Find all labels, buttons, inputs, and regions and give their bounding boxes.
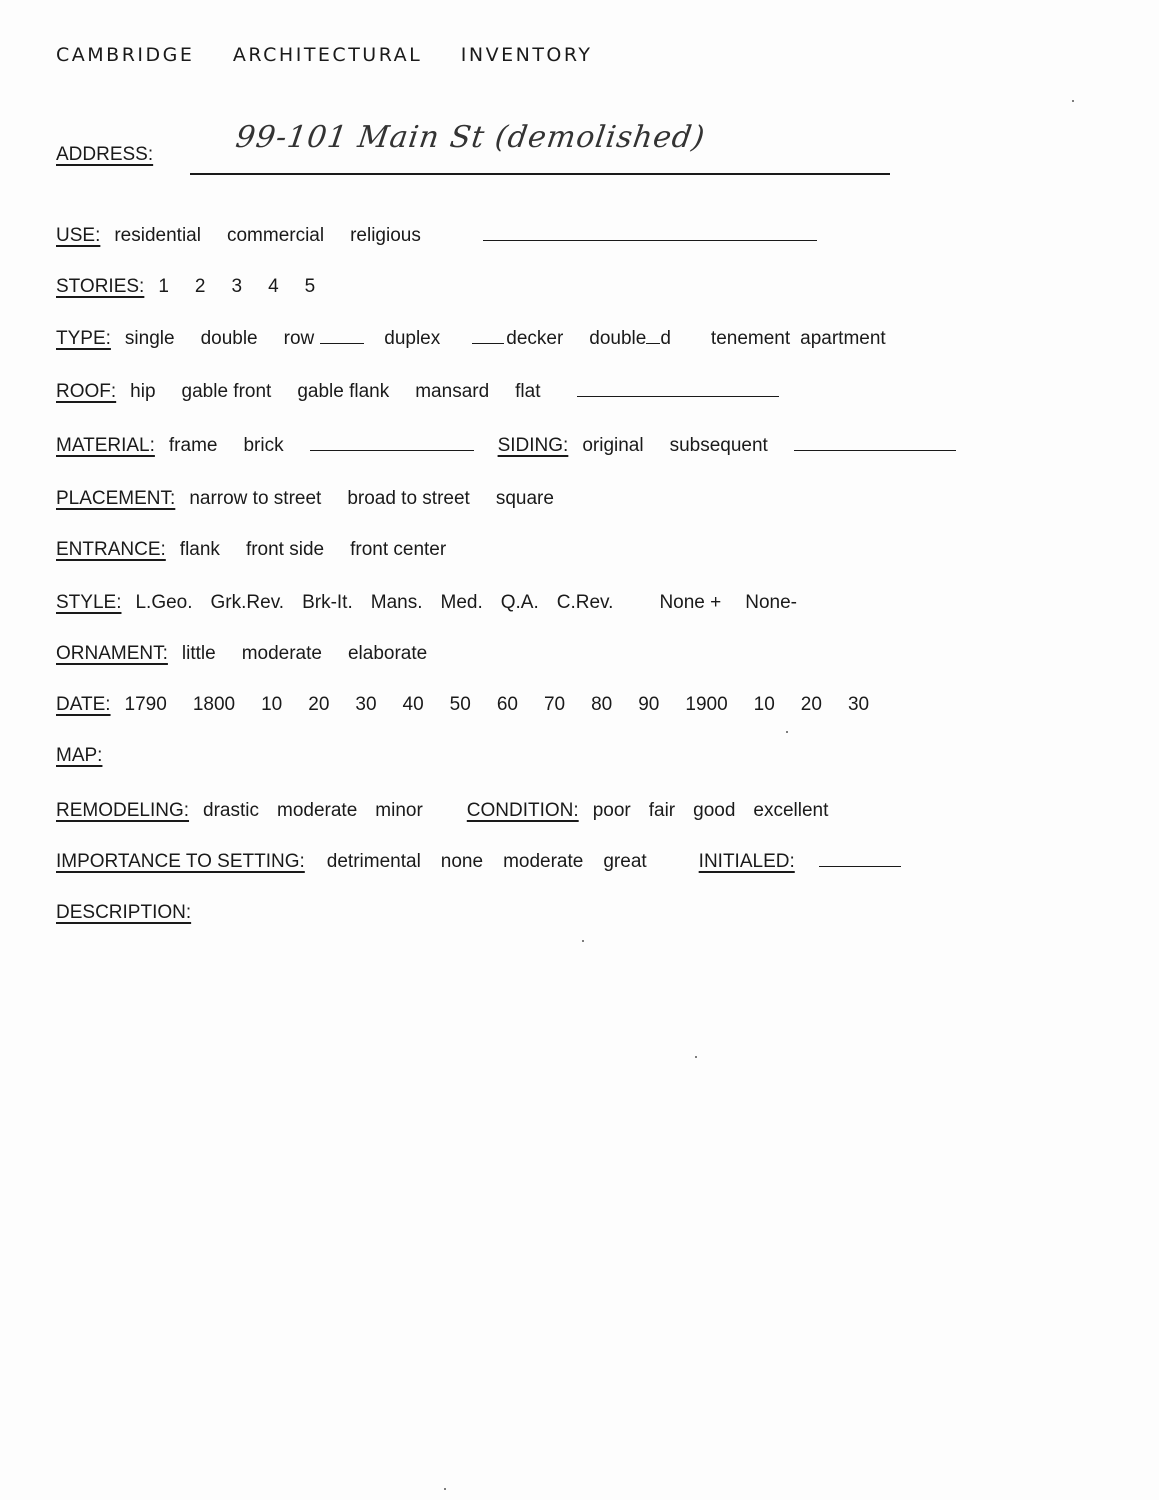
- stories-option: 5: [304, 276, 316, 297]
- style-option: C.Rev.: [556, 592, 614, 613]
- type-double-blank: [646, 342, 660, 344]
- type-option: apartment: [800, 328, 886, 349]
- roof-row: [56, 381, 799, 403]
- date-option: 40: [402, 694, 424, 715]
- roof-option: flat: [515, 381, 541, 402]
- material-label: MATERIAL:: [56, 435, 155, 456]
- use-option: religious: [350, 225, 421, 246]
- title-word: ARCHITECTURAL: [232, 44, 423, 66]
- stories-label: STORIES:: [56, 276, 145, 297]
- type-option: double: [589, 328, 647, 349]
- type-label: TYPE:: [56, 328, 111, 349]
- style-option: Med.: [440, 592, 483, 613]
- style-option: Grk.Rev.: [210, 592, 285, 613]
- condition-option: good: [693, 800, 736, 821]
- style-row: [56, 592, 823, 614]
- description-label: DESCRIPTION:: [56, 902, 192, 923]
- title-word: INVENTORY: [460, 44, 593, 66]
- importance-option: detrimental: [326, 851, 421, 872]
- scan-speck: [582, 940, 584, 942]
- material-option: brick: [243, 435, 284, 456]
- stories-row: [56, 276, 341, 298]
- type-option: single: [124, 328, 175, 349]
- entrance-option: front side: [245, 539, 325, 560]
- remodeling-option: minor: [375, 800, 423, 821]
- date-option: 1900: [685, 694, 728, 715]
- material-siding-row: [56, 435, 976, 457]
- date-option: 1790: [124, 694, 167, 715]
- initialed-blank: [819, 865, 901, 867]
- style-option: None +: [659, 592, 722, 613]
- map-row: [56, 745, 116, 767]
- scan-speck: [786, 731, 788, 733]
- placement-option: square: [495, 488, 554, 509]
- importance-option: moderate: [503, 851, 584, 872]
- condition-option: excellent: [753, 800, 829, 821]
- stories-option: 2: [194, 276, 206, 297]
- placement-option: broad to street: [347, 488, 470, 509]
- condition-label: CONDITION:: [466, 800, 579, 821]
- address-row: [56, 144, 167, 166]
- style-option: L.Geo.: [135, 592, 193, 613]
- initialed-label: INITIALED:: [698, 851, 795, 872]
- type-row: [56, 328, 912, 350]
- date-option: 1800: [192, 694, 236, 715]
- date-option: 60: [496, 694, 518, 715]
- type-option: duplex: [384, 328, 441, 349]
- roof-blank: [577, 395, 779, 397]
- date-option: 20: [800, 694, 822, 715]
- date-row: [56, 694, 895, 716]
- type-option: decker: [506, 328, 564, 349]
- placement-row: [56, 488, 580, 510]
- roof-option: mansard: [415, 381, 490, 402]
- type-decker-blank: [472, 342, 504, 344]
- ornament-option: little: [181, 643, 216, 664]
- date-option: 30: [847, 694, 870, 715]
- importance-initialed-row: [56, 851, 921, 873]
- siding-label: SIDING:: [497, 435, 569, 456]
- date-option: 50: [449, 694, 471, 715]
- type-option: d: [660, 328, 671, 349]
- type-row-blank: [320, 342, 364, 344]
- importance-label: IMPORTANCE TO SETTING:: [56, 851, 305, 872]
- material-blank: [310, 449, 474, 451]
- placement-option: narrow to street: [189, 488, 322, 509]
- scan-speck: [444, 1488, 446, 1490]
- remodeling-option: drastic: [203, 800, 259, 821]
- type-option: row: [283, 328, 315, 349]
- date-label: DATE:: [56, 694, 111, 715]
- material-option: frame: [168, 435, 218, 456]
- ornament-row: [56, 643, 453, 665]
- address-label: ADDRESS:: [56, 144, 154, 165]
- ornament-label: ORNAMENT:: [56, 643, 168, 664]
- style-option: None-: [745, 592, 797, 613]
- remodeling-option: moderate: [277, 800, 358, 821]
- type-option: double: [200, 328, 258, 349]
- ornament-option: elaborate: [347, 643, 428, 664]
- date-option: 70: [543, 694, 566, 715]
- roof-option: hip: [130, 381, 156, 402]
- description-row: [56, 902, 205, 924]
- address-line: [190, 173, 890, 175]
- remodeling-condition-row: [56, 800, 854, 822]
- date-option: 10: [753, 694, 775, 715]
- date-option: 20: [308, 694, 330, 715]
- scan-speck: [695, 1056, 697, 1058]
- entrance-label: ENTRANCE:: [56, 539, 166, 560]
- scan-speck: [1072, 100, 1074, 102]
- roof-option: gable flank: [297, 381, 390, 402]
- map-label: MAP:: [56, 745, 103, 766]
- siding-blank: [794, 449, 956, 451]
- address-handwritten-value: 99-101 Main St (demolished): [233, 120, 708, 155]
- use-row: [56, 225, 837, 247]
- use-option: commercial: [226, 225, 325, 246]
- date-option: 80: [591, 694, 613, 715]
- placement-label: PLACEMENT:: [56, 488, 176, 509]
- stories-option: 3: [231, 276, 243, 297]
- use-blank: [483, 239, 817, 241]
- date-option: 90: [638, 694, 660, 715]
- siding-option: original: [582, 435, 644, 456]
- roof-label: ROOF:: [56, 381, 117, 402]
- type-option: tenement: [710, 328, 791, 349]
- condition-option: fair: [648, 800, 676, 821]
- style-option: Mans.: [370, 592, 423, 613]
- entrance-option: front center: [350, 539, 447, 560]
- entrance-row: [56, 539, 472, 561]
- use-option: residential: [114, 225, 201, 246]
- importance-option: none: [440, 851, 484, 872]
- importance-option: great: [603, 851, 647, 872]
- use-label: USE:: [56, 225, 101, 246]
- siding-option: subsequent: [669, 435, 768, 456]
- style-option: Q.A.: [500, 592, 539, 613]
- date-option: 10: [261, 694, 283, 715]
- stories-option: 4: [268, 276, 279, 297]
- style-label: STYLE:: [56, 592, 122, 613]
- ornament-option: moderate: [241, 643, 322, 664]
- roof-option: gable front: [181, 381, 272, 402]
- date-option: 30: [355, 694, 377, 715]
- stories-option: 1: [158, 276, 169, 297]
- condition-option: poor: [592, 800, 631, 821]
- remodeling-label: REMODELING:: [56, 800, 190, 821]
- entrance-option: flank: [179, 539, 220, 560]
- form-title: [56, 44, 622, 66]
- title-word: CAMBRIDGE: [56, 44, 195, 66]
- style-option: Brk-It.: [302, 592, 353, 613]
